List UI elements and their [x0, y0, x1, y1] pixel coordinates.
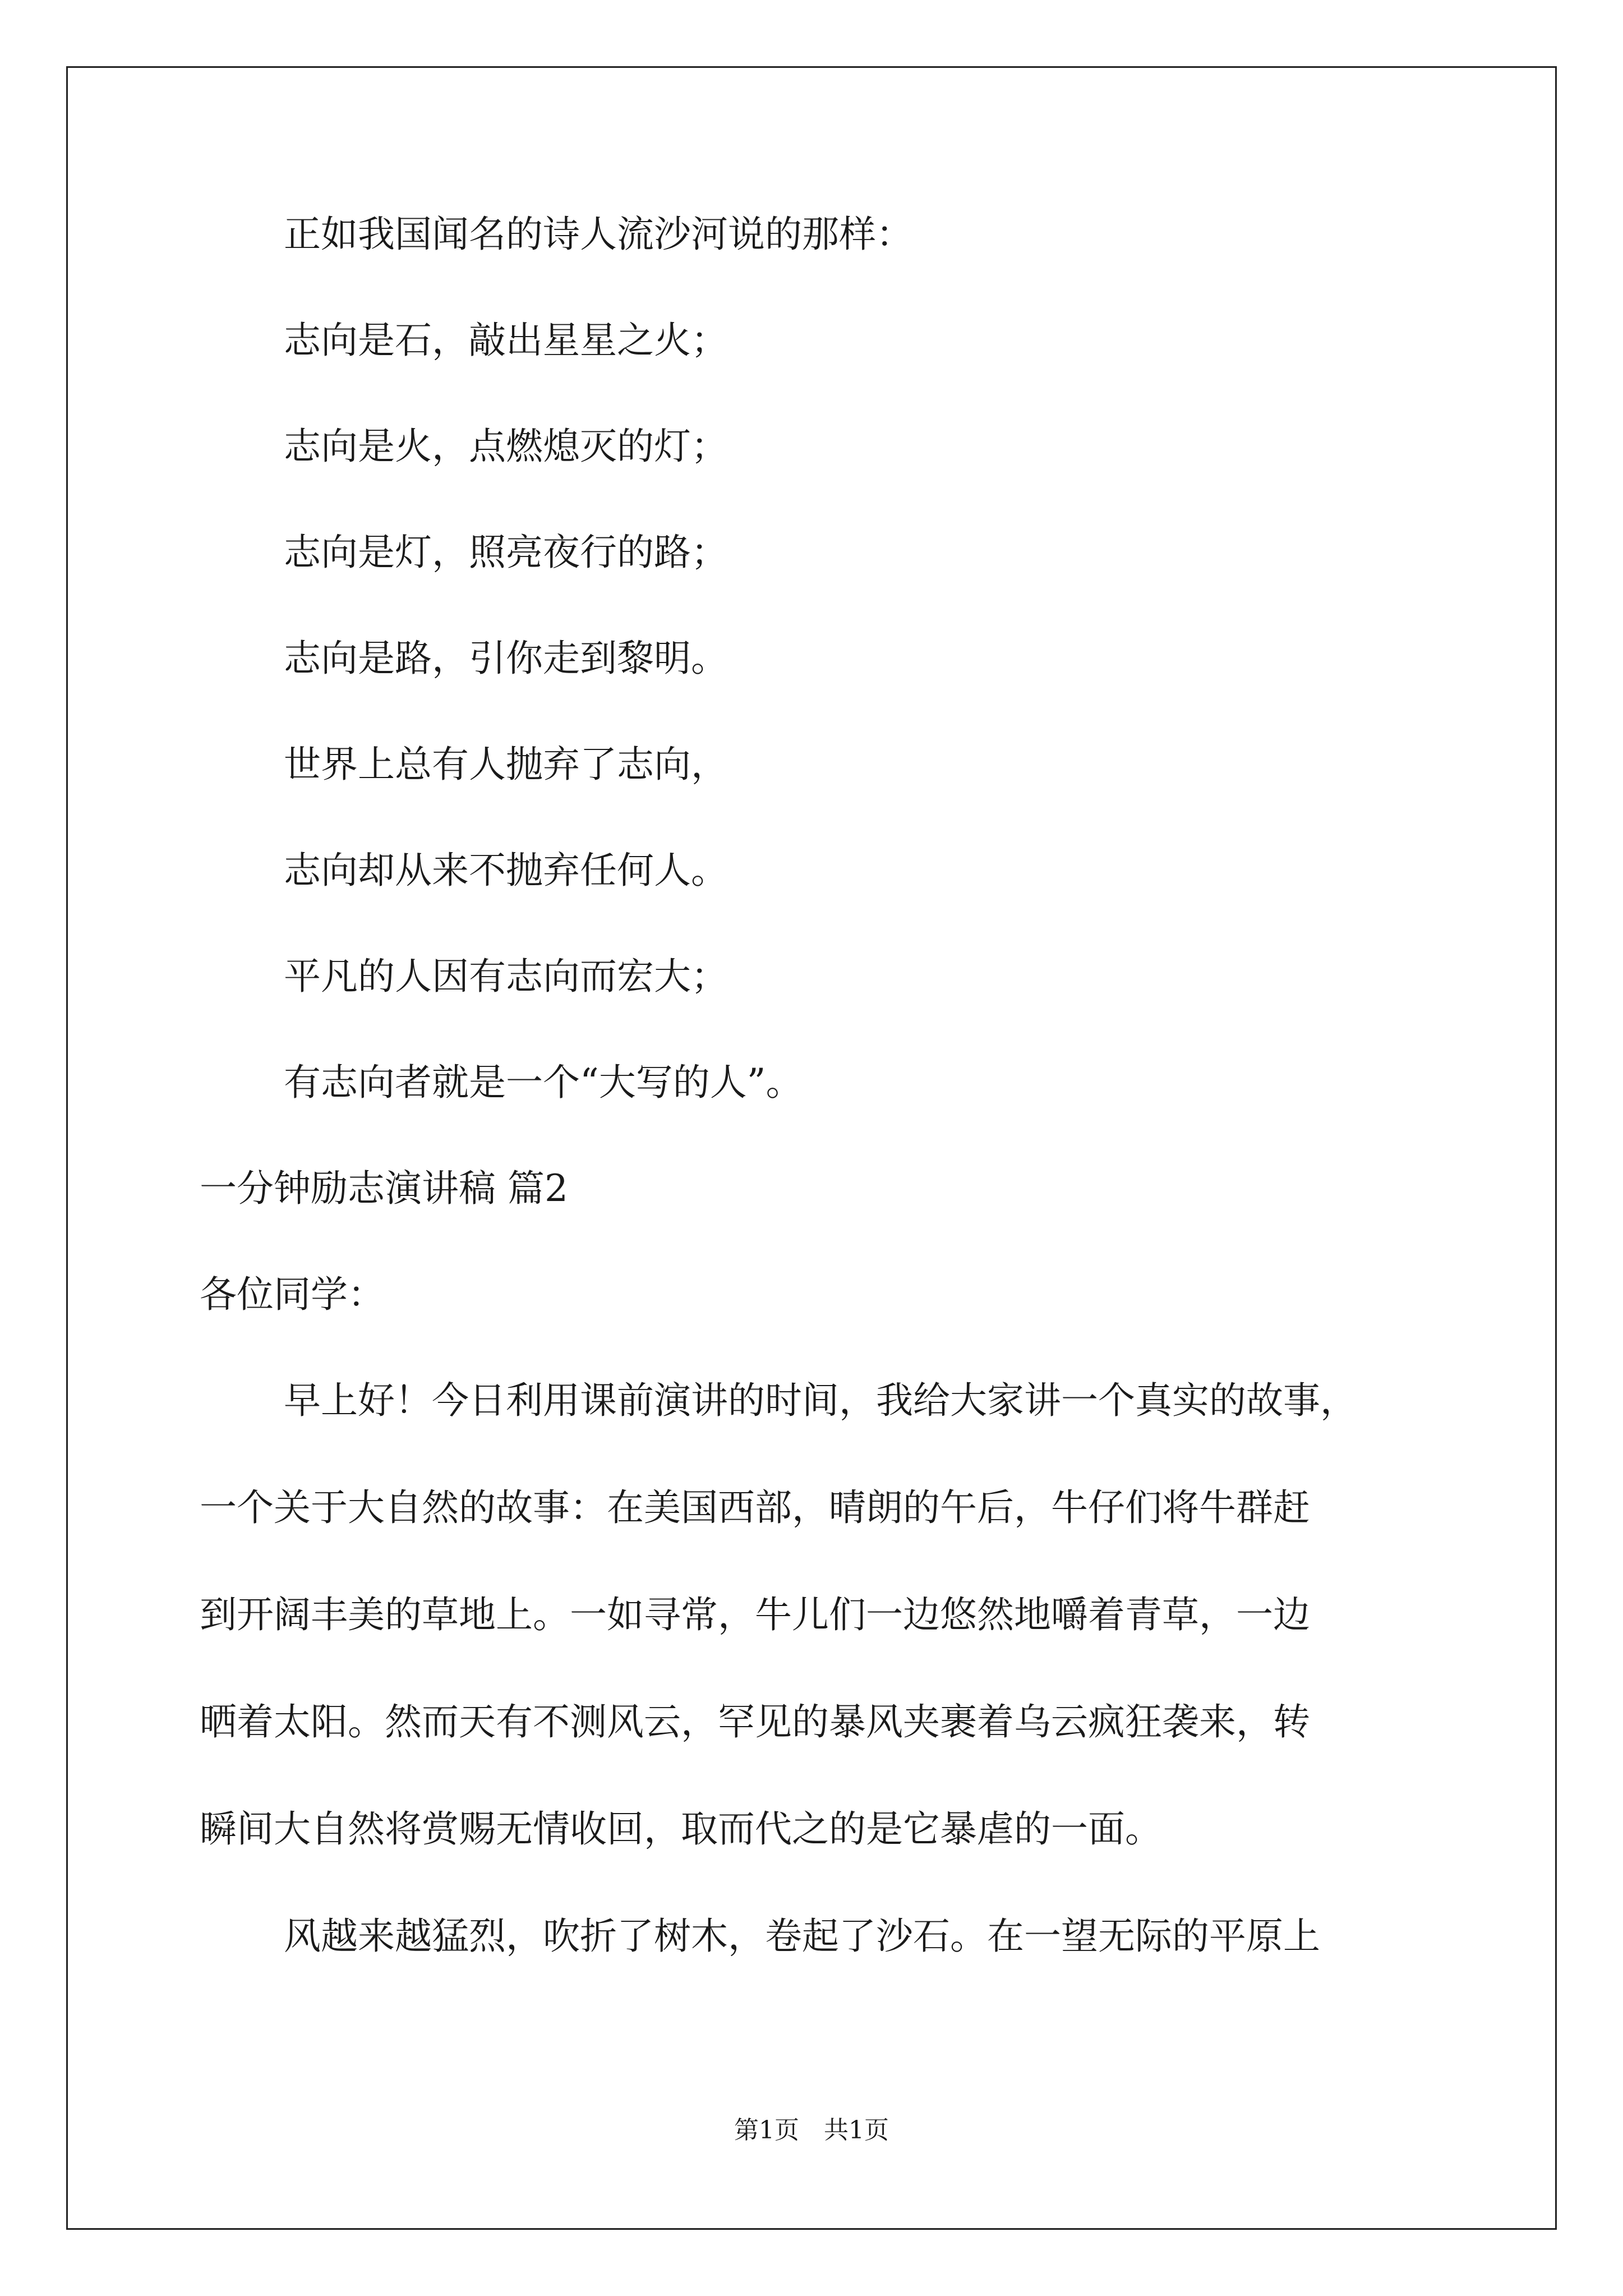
paragraph — [200, 1911, 1433, 1962]
document-body — [200, 209, 1433, 2018]
paragraph-line: 一个关于大自然的故事：在美国西部，晴朗的午后，牛仔们将牛群赶 — [200, 1486, 1310, 1529]
page-footer: 第1页 共1页 — [734, 2116, 889, 2145]
poem-line: 有志向者就是一个“大写的人”。 — [284, 1061, 803, 1104]
paragraph-line: 瞬间大自然将赏赐无情收回，取而代之的是它暴虐的一面。 — [200, 1807, 1162, 1851]
paragraph — [200, 1375, 1433, 1855]
paragraph-line: 晒着太阳。然而天有不测风云，罕见的暴风夹裹着乌云疯狂袭来，转 — [200, 1700, 1310, 1743]
paragraph-line: 早上好！今日利用课前演讲的时间，我给大家讲一个真实的故事， — [284, 1379, 1357, 1422]
poem-line: 平凡的人因有志向而宏大； — [284, 955, 728, 998]
poem-line: 志向是石，敲出星星之火； — [284, 319, 728, 362]
poem-line: 志向是火，点燃熄灭的灯； — [284, 425, 728, 468]
section-heading: 一分钟励志演讲稿 篇2 — [200, 1167, 568, 1210]
salutation: 各位同学： — [200, 1273, 385, 1316]
paragraph-line: 到开阔丰美的草地上。一如寻常，牛儿们一边悠然地嚼着青草，一边 — [200, 1593, 1310, 1636]
poem-line: 世界上总有人抛弃了志向， — [284, 743, 728, 786]
poem-line: 志向是灯，照亮夜行的路； — [284, 531, 728, 574]
poem-line: 志向却从来不抛弃任何人。 — [284, 849, 728, 892]
poem-block — [200, 209, 1433, 1108]
paragraph-line: 风越来越猛烈，吹折了树木，卷起了沙石。在一望无际的平原上 — [284, 1915, 1320, 1958]
poem-line: 志向是路，引你走到黎明。 — [284, 637, 728, 680]
poem-line: 正如我国闻名的诗人流沙河说的那样： — [284, 213, 913, 256]
